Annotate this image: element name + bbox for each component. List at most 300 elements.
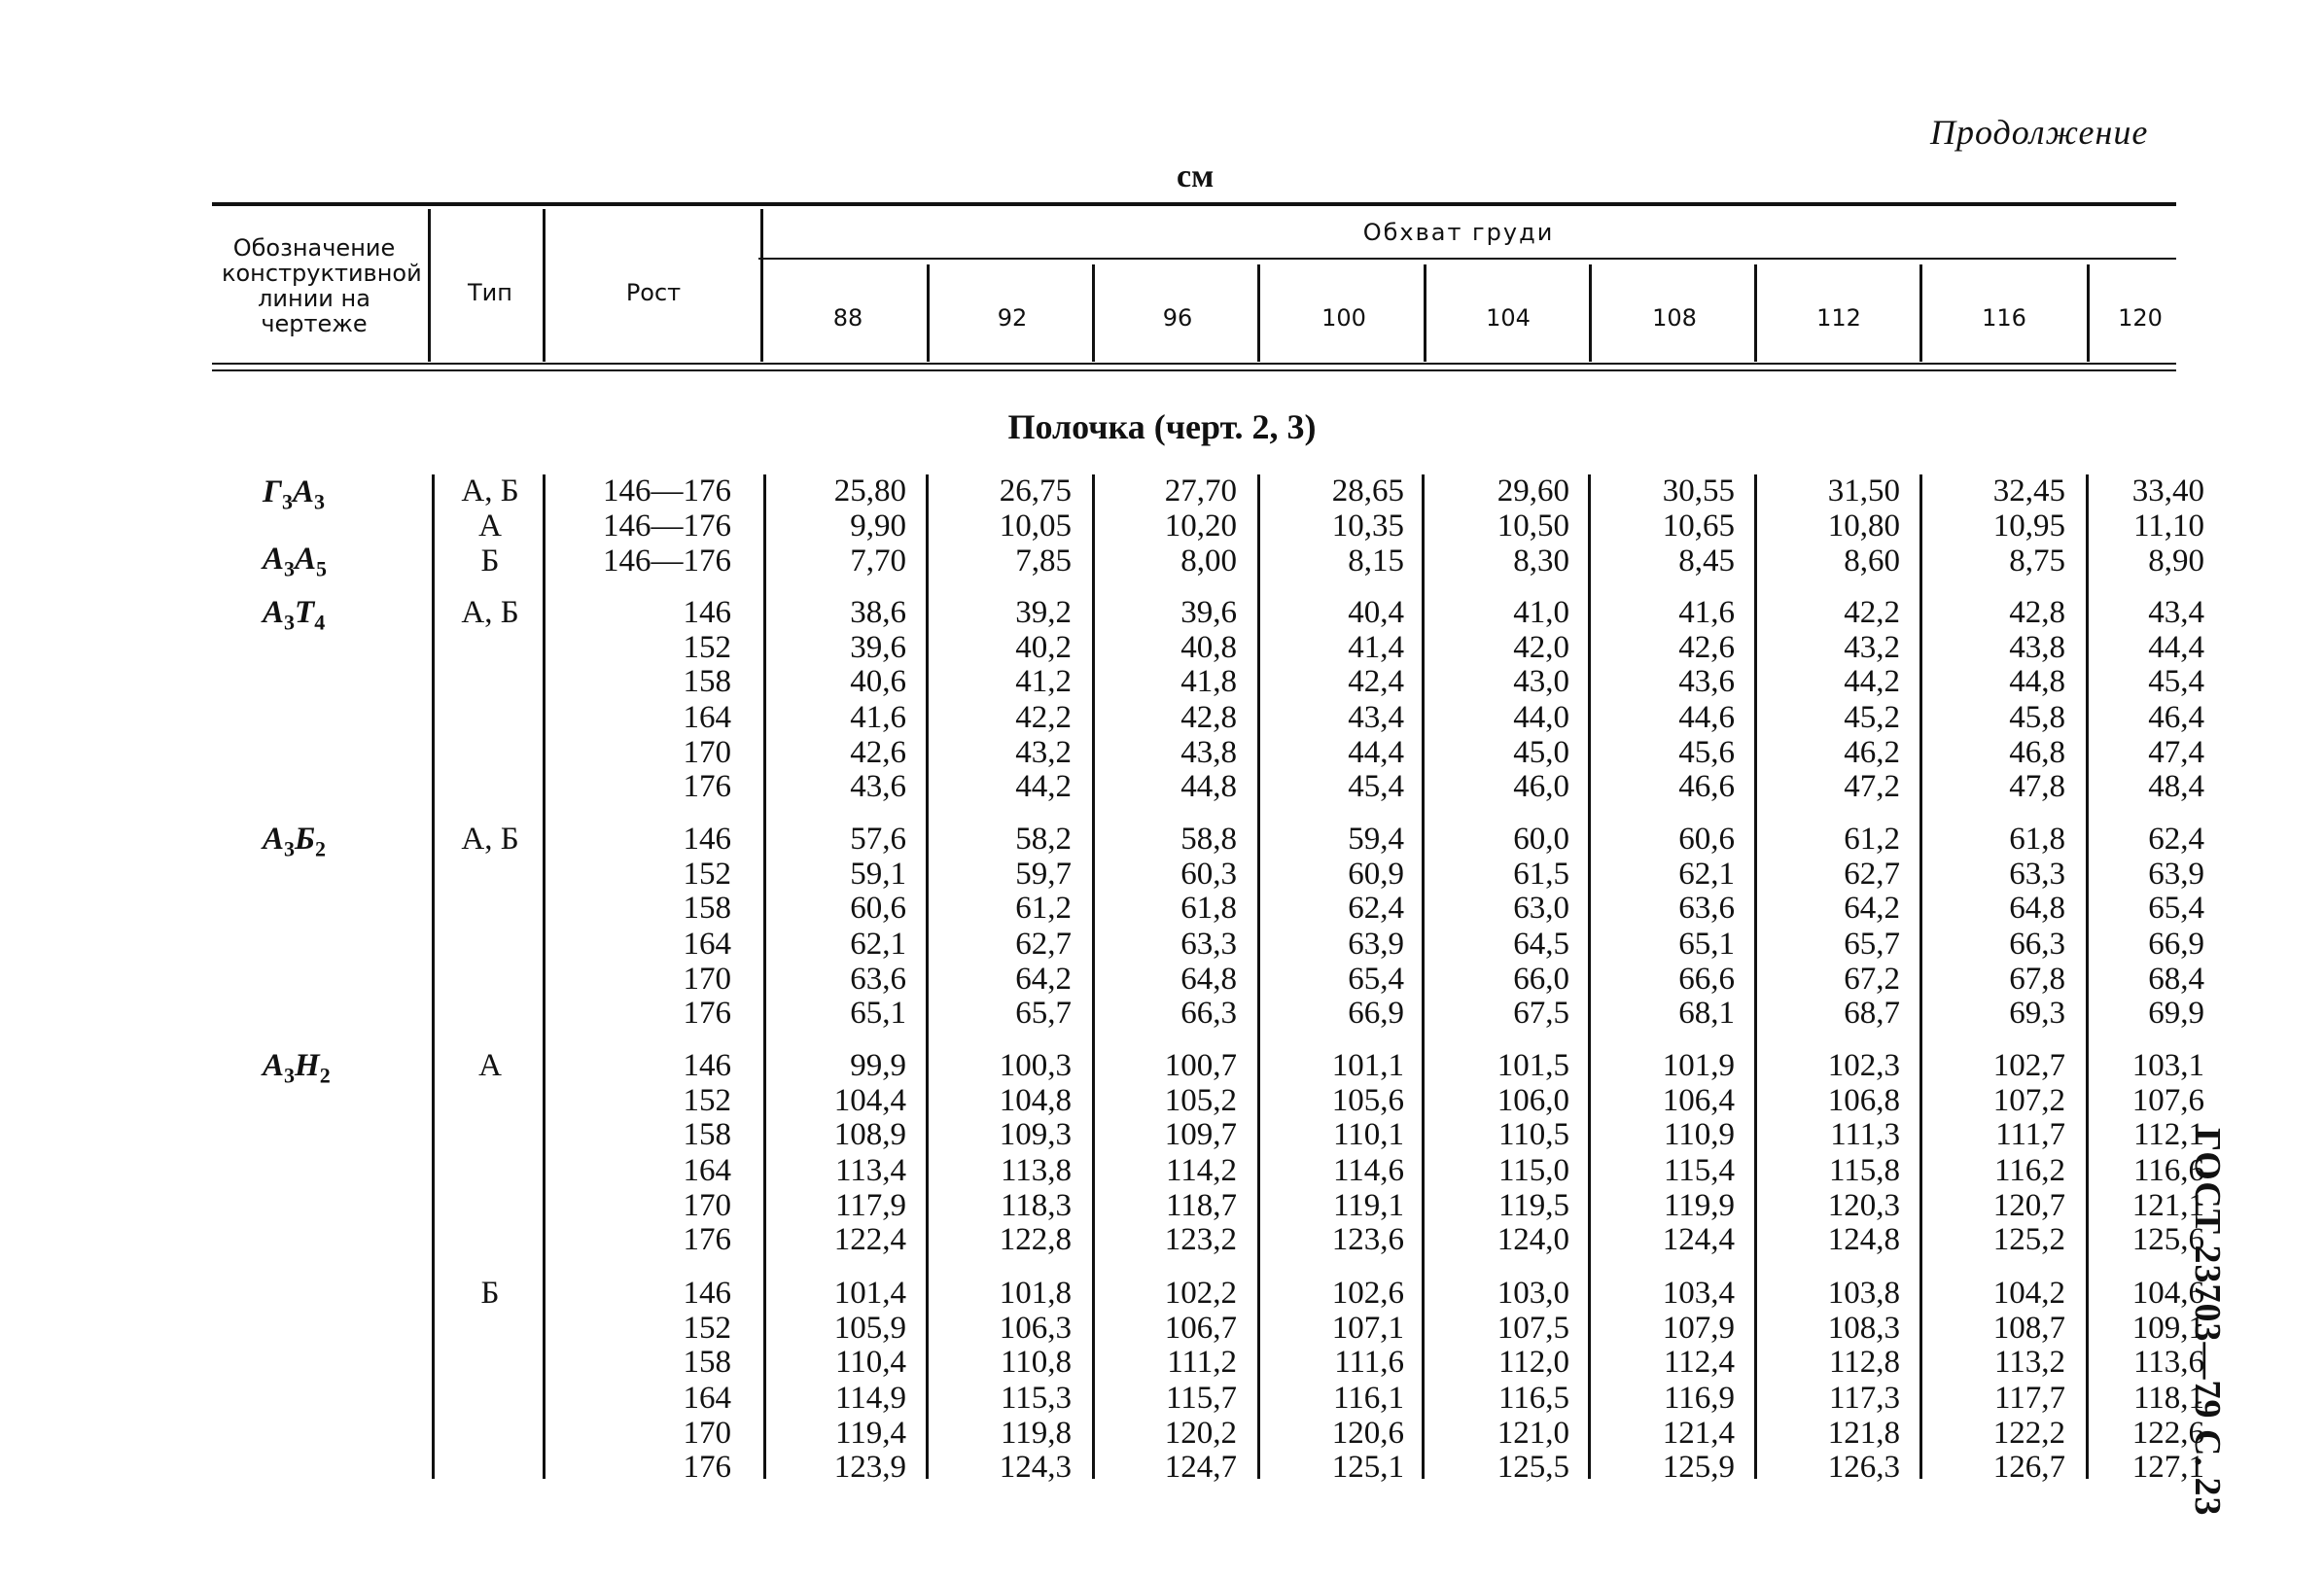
value-cell: 45,8 <box>2009 700 2065 735</box>
height-cell: 146 <box>683 595 731 630</box>
value-cell: 107,1 <box>1331 1311 1404 1346</box>
line-designation <box>263 1048 331 1094</box>
value-cell: 58,8 <box>1180 822 1237 857</box>
value-cell: 10,05 <box>999 508 1072 544</box>
body-column-rule <box>1257 474 1260 1479</box>
value-cell: 101,1 <box>1331 1048 1404 1083</box>
value-cell: 43,2 <box>1015 735 1072 770</box>
value-cell: 62,7 <box>1015 927 1072 962</box>
section-title: Полочка (черт. 2, 3) <box>1007 407 1317 446</box>
value-cell: 41,8 <box>1180 664 1237 699</box>
value-cell: 60,6 <box>850 891 906 926</box>
value-cell: 40,6 <box>850 664 906 699</box>
value-cell: 112,0 <box>1497 1345 1569 1380</box>
designation-letter: Н <box>295 1048 320 1083</box>
designation-subscript: 3 <box>284 1063 296 1088</box>
value-cell: 42,6 <box>850 735 906 770</box>
value-cell: 127,1 <box>2131 1450 2204 1485</box>
value-cell: 44,8 <box>2009 664 2065 699</box>
value-cell: 67,5 <box>1513 996 1569 1031</box>
value-cell: 113,4 <box>834 1153 906 1188</box>
header-column-rule <box>543 209 546 362</box>
value-cell: 103,1 <box>2131 1048 2204 1083</box>
designation-letter: А <box>295 542 317 577</box>
value-cell: 43,6 <box>850 769 906 804</box>
value-cell: 117,7 <box>1993 1381 2065 1416</box>
value-cell: 46,4 <box>2148 700 2204 735</box>
value-cell: 32,45 <box>1992 473 2065 508</box>
value-cell: 59,1 <box>850 857 906 892</box>
value-cell: 119,1 <box>1332 1188 1404 1223</box>
table-top-rule <box>212 202 2176 206</box>
value-cell: 39,6 <box>850 630 906 665</box>
value-cell: 115,8 <box>1828 1153 1900 1188</box>
value-cell: 46,8 <box>2009 735 2065 770</box>
value-cell: 60,9 <box>1348 857 1404 892</box>
value-cell: 101,4 <box>833 1276 906 1311</box>
value-cell: 61,2 <box>1015 891 1072 926</box>
value-cell: 7,85 <box>1015 544 1072 579</box>
value-cell: 46,2 <box>1844 735 1900 770</box>
designation-subscript: 3 <box>313 489 325 514</box>
value-cell: 38,6 <box>850 595 906 630</box>
value-cell: 26,75 <box>999 473 1072 508</box>
value-cell: 123,6 <box>1331 1222 1404 1257</box>
value-cell: 101,9 <box>1662 1048 1735 1083</box>
header-column-rule <box>927 264 930 362</box>
value-cell: 46,0 <box>1513 769 1569 804</box>
value-cell: 47,4 <box>2148 735 2204 770</box>
value-cell: 64,2 <box>1844 891 1900 926</box>
value-cell: 62,7 <box>1844 857 1900 892</box>
value-cell: 119,8 <box>1000 1416 1072 1451</box>
height-cell: 158 <box>683 1117 731 1152</box>
body-column-rule <box>1919 474 1922 1479</box>
girth-88: 88 <box>832 304 863 332</box>
type-cell: Б <box>480 1276 500 1311</box>
value-cell: 120,6 <box>1331 1416 1404 1451</box>
value-cell: 114,2 <box>1165 1153 1237 1188</box>
value-cell: 119,4 <box>834 1416 906 1451</box>
height-cell: 146 <box>683 1048 731 1083</box>
value-cell: 45,4 <box>2148 664 2204 699</box>
value-cell: 111,6 <box>1334 1345 1404 1380</box>
value-cell: 61,8 <box>1180 891 1237 926</box>
value-cell: 121,8 <box>1827 1416 1900 1451</box>
header-column-rule <box>1754 264 1757 362</box>
value-cell: 115,4 <box>1663 1153 1735 1188</box>
value-cell: 66,9 <box>1348 996 1404 1031</box>
value-cell: 111,2 <box>1167 1345 1237 1380</box>
value-cell: 65,4 <box>1348 962 1404 997</box>
value-cell: 59,7 <box>1015 857 1072 892</box>
value-cell: 62,1 <box>1678 857 1735 892</box>
value-cell: 43,8 <box>1180 735 1237 770</box>
designation-letter: Г <box>263 474 282 509</box>
value-cell: 60,0 <box>1513 822 1569 857</box>
value-cell: 63,6 <box>850 962 906 997</box>
value-cell: 64,8 <box>1180 962 1237 997</box>
value-cell: 67,2 <box>1844 962 1900 997</box>
value-cell: 101,5 <box>1497 1048 1569 1083</box>
value-cell: 59,4 <box>1348 822 1404 857</box>
height-cell: 146—176 <box>603 544 731 579</box>
value-cell: 112,8 <box>1828 1345 1900 1380</box>
value-cell: 121,0 <box>1497 1416 1569 1451</box>
value-cell: 69,3 <box>2009 996 2065 1031</box>
value-cell: 43,2 <box>1844 630 1900 665</box>
value-cell: 10,35 <box>1331 508 1404 544</box>
header-bottom-rule-2 <box>212 369 2176 371</box>
value-cell: 63,9 <box>1348 927 1404 962</box>
value-cell: 125,6 <box>2131 1222 2204 1257</box>
value-cell: 104,2 <box>1992 1276 2065 1311</box>
value-cell: 123,9 <box>833 1450 906 1485</box>
continuation-label: Продолжение <box>1930 113 2149 152</box>
header-column-rule <box>1919 264 1922 362</box>
value-cell: 43,4 <box>1348 700 1404 735</box>
height-cell: 170 <box>683 735 731 770</box>
value-cell: 66,3 <box>1180 996 1237 1031</box>
value-cell: 29,60 <box>1497 473 1569 508</box>
value-cell: 62,4 <box>1348 891 1404 926</box>
value-cell: 40,4 <box>1348 595 1404 630</box>
height-cell: 170 <box>683 962 731 997</box>
value-cell: 61,8 <box>2009 822 2065 857</box>
designation-subscript: 3 <box>284 610 296 635</box>
designation-subscript: 5 <box>316 556 328 581</box>
designation-letter: А <box>263 595 285 630</box>
value-cell: 109,7 <box>1164 1117 1237 1152</box>
value-cell: 42,6 <box>1678 630 1735 665</box>
designation-subscript: 3 <box>284 836 296 861</box>
value-cell: 31,50 <box>1827 473 1900 508</box>
value-cell: 116,5 <box>1497 1381 1569 1416</box>
height-cell: 164 <box>683 1381 731 1416</box>
value-cell: 45,6 <box>1678 735 1735 770</box>
value-cell: 116,1 <box>1332 1381 1404 1416</box>
height-header: Рост <box>625 279 682 306</box>
value-cell: 116,2 <box>1993 1153 2065 1188</box>
value-cell: 10,65 <box>1662 508 1735 544</box>
value-cell: 113,8 <box>1000 1153 1072 1188</box>
value-cell: 44,8 <box>1180 769 1237 804</box>
height-cell: 152 <box>683 630 731 665</box>
value-cell: 123,2 <box>1164 1222 1237 1257</box>
chest-girth-header: Обхват груди <box>1362 219 1555 246</box>
value-cell: 110,4 <box>834 1345 906 1380</box>
value-cell: 101,8 <box>999 1276 1072 1311</box>
girth-112: 112 <box>1816 304 1861 332</box>
value-cell: 8,60 <box>1844 544 1900 579</box>
value-cell: 62,1 <box>850 927 906 962</box>
value-cell: 118,7 <box>1165 1188 1237 1223</box>
value-cell: 44,6 <box>1678 700 1735 735</box>
value-cell: 10,20 <box>1164 508 1237 544</box>
value-cell: 103,0 <box>1497 1276 1569 1311</box>
value-cell: 106,8 <box>1827 1083 1900 1118</box>
value-cell: 57,6 <box>850 822 906 857</box>
value-cell: 60,6 <box>1678 822 1735 857</box>
value-cell: 106,3 <box>999 1311 1072 1346</box>
line-designation <box>263 542 327 587</box>
header-column-rule <box>2087 264 2090 362</box>
value-cell: 65,7 <box>1844 927 1900 962</box>
value-cell: 106,4 <box>1662 1083 1735 1118</box>
value-cell: 8,15 <box>1348 544 1404 579</box>
value-cell: 41,0 <box>1513 595 1569 630</box>
value-cell: 120,2 <box>1164 1416 1237 1451</box>
value-cell: 110,5 <box>1497 1117 1569 1152</box>
value-cell: 125,1 <box>1331 1450 1404 1485</box>
girth-92: 92 <box>997 304 1028 332</box>
value-cell: 124,7 <box>1164 1450 1237 1485</box>
value-cell: 124,3 <box>999 1450 1072 1485</box>
value-cell: 119,9 <box>1663 1188 1735 1223</box>
value-cell: 110,9 <box>1663 1117 1735 1152</box>
value-cell: 106,7 <box>1164 1311 1237 1346</box>
value-cell: 43,4 <box>2148 595 2204 630</box>
header-column-rule <box>1424 264 1426 362</box>
body-column-rule <box>1092 474 1095 1479</box>
value-cell: 39,2 <box>1015 595 1072 630</box>
value-cell: 43,8 <box>2009 630 2065 665</box>
value-cell: 102,2 <box>1164 1276 1237 1311</box>
value-cell: 61,2 <box>1844 822 1900 857</box>
height-cell: 170 <box>683 1188 731 1223</box>
type-cell: Б <box>480 544 500 579</box>
value-cell: 67,8 <box>2009 962 2065 997</box>
value-cell: 126,3 <box>1827 1450 1900 1485</box>
value-cell: 122,6 <box>2131 1416 2204 1451</box>
height-cell: 164 <box>683 927 731 962</box>
value-cell: 108,7 <box>1992 1311 2065 1346</box>
value-cell: 42,2 <box>1015 700 1072 735</box>
height-cell: 170 <box>683 1416 731 1451</box>
girth-120: 120 <box>2118 304 2163 332</box>
value-cell: 25,80 <box>833 473 906 508</box>
value-cell: 106,0 <box>1497 1083 1569 1118</box>
value-cell: 8,00 <box>1180 544 1237 579</box>
value-cell: 66,3 <box>2009 927 2065 962</box>
value-cell: 117,3 <box>1828 1381 1900 1416</box>
value-cell: 107,2 <box>1992 1083 2065 1118</box>
value-cell: 69,9 <box>2148 996 2204 1031</box>
value-cell: 102,7 <box>1992 1048 2065 1083</box>
value-cell: 63,3 <box>2009 857 2065 892</box>
value-cell: 120,7 <box>1992 1188 2065 1223</box>
body-column-rule <box>1754 474 1757 1479</box>
height-cell: 152 <box>683 857 731 892</box>
value-cell: 102,6 <box>1331 1276 1404 1311</box>
value-cell: 64,8 <box>2009 891 2065 926</box>
value-cell: 109,3 <box>999 1117 1072 1152</box>
value-cell: 10,95 <box>1992 508 2065 544</box>
value-cell: 112,1 <box>2132 1117 2204 1152</box>
value-cell: 113,6 <box>2132 1345 2204 1380</box>
height-cell: 164 <box>683 1153 731 1188</box>
line-designation <box>263 474 325 520</box>
value-cell: 43,0 <box>1513 664 1569 699</box>
value-cell: 28,65 <box>1331 473 1404 508</box>
body-column-rule <box>926 474 929 1479</box>
value-cell: 44,4 <box>1348 735 1404 770</box>
value-cell: 11,10 <box>2132 508 2204 544</box>
value-cell: 105,2 <box>1164 1083 1237 1118</box>
value-cell: 66,0 <box>1513 962 1569 997</box>
value-cell: 65,4 <box>2148 891 2204 926</box>
designation-letter: А <box>263 822 285 857</box>
value-cell: 105,6 <box>1331 1083 1404 1118</box>
line-designation <box>263 822 326 867</box>
value-cell: 125,9 <box>1662 1450 1735 1485</box>
units-label: см <box>1177 158 1215 194</box>
height-cell: 152 <box>683 1311 731 1346</box>
value-cell: 68,1 <box>1678 996 1735 1031</box>
value-cell: 47,2 <box>1844 769 1900 804</box>
value-cell: 44,0 <box>1513 700 1569 735</box>
type-cell: А, Б <box>461 595 519 630</box>
value-cell: 100,7 <box>1164 1048 1237 1083</box>
value-cell: 100,3 <box>999 1048 1072 1083</box>
value-cell: 62,4 <box>2148 822 2204 857</box>
girth-96: 96 <box>1162 304 1193 332</box>
designation-letter: Т <box>295 595 315 630</box>
value-cell: 10,50 <box>1497 508 1569 544</box>
value-cell: 43,6 <box>1678 664 1735 699</box>
value-cell: 103,4 <box>1662 1276 1735 1311</box>
value-cell: 10,80 <box>1827 508 1900 544</box>
value-cell: 41,6 <box>1678 595 1735 630</box>
value-cell: 126,7 <box>1992 1450 2065 1485</box>
value-cell: 118,1 <box>2132 1381 2204 1416</box>
value-cell: 64,2 <box>1015 962 1072 997</box>
height-cell: 158 <box>683 891 731 926</box>
body-column-rule <box>543 474 546 1479</box>
value-cell: 68,4 <box>2148 962 2204 997</box>
value-cell: 8,45 <box>1678 544 1735 579</box>
value-cell: 108,9 <box>833 1117 906 1152</box>
value-cell: 45,4 <box>1348 769 1404 804</box>
value-cell: 42,4 <box>1348 664 1404 699</box>
value-cell: 103,8 <box>1827 1276 1900 1311</box>
value-cell: 124,8 <box>1827 1222 1900 1257</box>
line-designation <box>263 595 325 641</box>
value-cell: 39,6 <box>1180 595 1237 630</box>
type-header: Тип <box>468 279 512 306</box>
value-cell: 44,4 <box>2148 630 2204 665</box>
designation-subscript: 3 <box>281 489 293 514</box>
value-cell: 114,6 <box>1332 1153 1404 1188</box>
girth-108: 108 <box>1652 304 1697 332</box>
value-cell: 125,5 <box>1497 1450 1569 1485</box>
value-cell: 116,6 <box>2132 1153 2204 1188</box>
header-bottom-rule <box>212 363 2176 365</box>
height-cell: 158 <box>683 1345 731 1380</box>
designation-subscript: 2 <box>319 1063 331 1088</box>
body-column-rule <box>1588 474 1591 1479</box>
value-cell: 8,75 <box>2009 544 2065 579</box>
value-cell: 42,2 <box>1844 595 1900 630</box>
value-cell: 110,1 <box>1332 1117 1404 1152</box>
girth-104: 104 <box>1486 304 1531 332</box>
height-cell: 152 <box>683 1083 731 1118</box>
value-cell: 45,2 <box>1844 700 1900 735</box>
value-cell: 45,0 <box>1513 735 1569 770</box>
value-cell: 8,30 <box>1513 544 1569 579</box>
value-cell: 115,0 <box>1497 1153 1569 1188</box>
value-cell: 47,8 <box>2009 769 2065 804</box>
height-cell: 146—176 <box>603 473 731 508</box>
type-cell: А, Б <box>461 473 519 508</box>
value-cell: 102,3 <box>1827 1048 1900 1083</box>
designation-subscript: 3 <box>284 556 296 581</box>
value-cell: 111,7 <box>1995 1117 2065 1152</box>
value-cell: 114,9 <box>834 1381 906 1416</box>
designation-letter: А <box>263 542 285 577</box>
value-cell: 41,4 <box>1348 630 1404 665</box>
value-cell: 124,4 <box>1662 1222 1735 1257</box>
value-cell: 33,40 <box>2131 473 2204 508</box>
value-cell: 65,1 <box>1678 927 1735 962</box>
designation-subscript: 4 <box>314 610 326 635</box>
girth-116: 116 <box>1982 304 2026 332</box>
value-cell: 122,8 <box>999 1222 1072 1257</box>
height-cell: 176 <box>683 1222 731 1257</box>
value-cell: 68,7 <box>1844 996 1900 1031</box>
value-cell: 41,6 <box>850 700 906 735</box>
height-cell: 146—176 <box>603 508 731 544</box>
value-cell: 65,7 <box>1015 996 1072 1031</box>
value-cell: 8,90 <box>2148 544 2204 579</box>
body-column-rule <box>432 474 435 1479</box>
standard-page-caption: ГОСТ 23703—79 С. 23 <box>2187 1128 2228 1517</box>
height-cell: 146 <box>683 822 731 857</box>
designation-header: Обозначение конструктивной линии на чертеже <box>222 234 422 337</box>
value-cell: 30,55 <box>1662 473 1735 508</box>
header-column-rule <box>1257 264 1260 362</box>
value-cell: 121,4 <box>1662 1416 1735 1451</box>
value-cell: 119,5 <box>1497 1188 1569 1223</box>
header-column-rule <box>760 209 763 362</box>
girth-100: 100 <box>1321 304 1366 332</box>
height-cell: 164 <box>683 700 731 735</box>
value-cell: 105,9 <box>833 1311 906 1346</box>
body-column-rule <box>763 474 766 1479</box>
value-cell: 104,6 <box>2131 1276 2204 1311</box>
value-cell: 121,1 <box>2131 1188 2204 1223</box>
value-cell: 63,6 <box>1678 891 1735 926</box>
header-column-rule <box>428 209 431 362</box>
body-column-rule <box>1422 474 1425 1479</box>
value-cell: 115,7 <box>1165 1381 1237 1416</box>
value-cell: 109,1 <box>2131 1311 2204 1346</box>
value-cell: 110,8 <box>1000 1345 1072 1380</box>
value-cell: 107,9 <box>1662 1311 1735 1346</box>
value-cell: 42,0 <box>1513 630 1569 665</box>
value-cell: 112,4 <box>1663 1345 1735 1380</box>
height-cell: 176 <box>683 1450 731 1485</box>
value-cell: 104,8 <box>999 1083 1072 1118</box>
value-cell: 113,2 <box>1993 1345 2065 1380</box>
value-cell: 124,0 <box>1497 1222 1569 1257</box>
value-cell: 99,9 <box>850 1048 906 1083</box>
value-cell: 104,4 <box>833 1083 906 1118</box>
value-cell: 117,9 <box>834 1188 906 1223</box>
value-cell: 111,3 <box>1830 1117 1900 1152</box>
value-cell: 48,4 <box>2148 769 2204 804</box>
value-cell: 60,3 <box>1180 857 1237 892</box>
